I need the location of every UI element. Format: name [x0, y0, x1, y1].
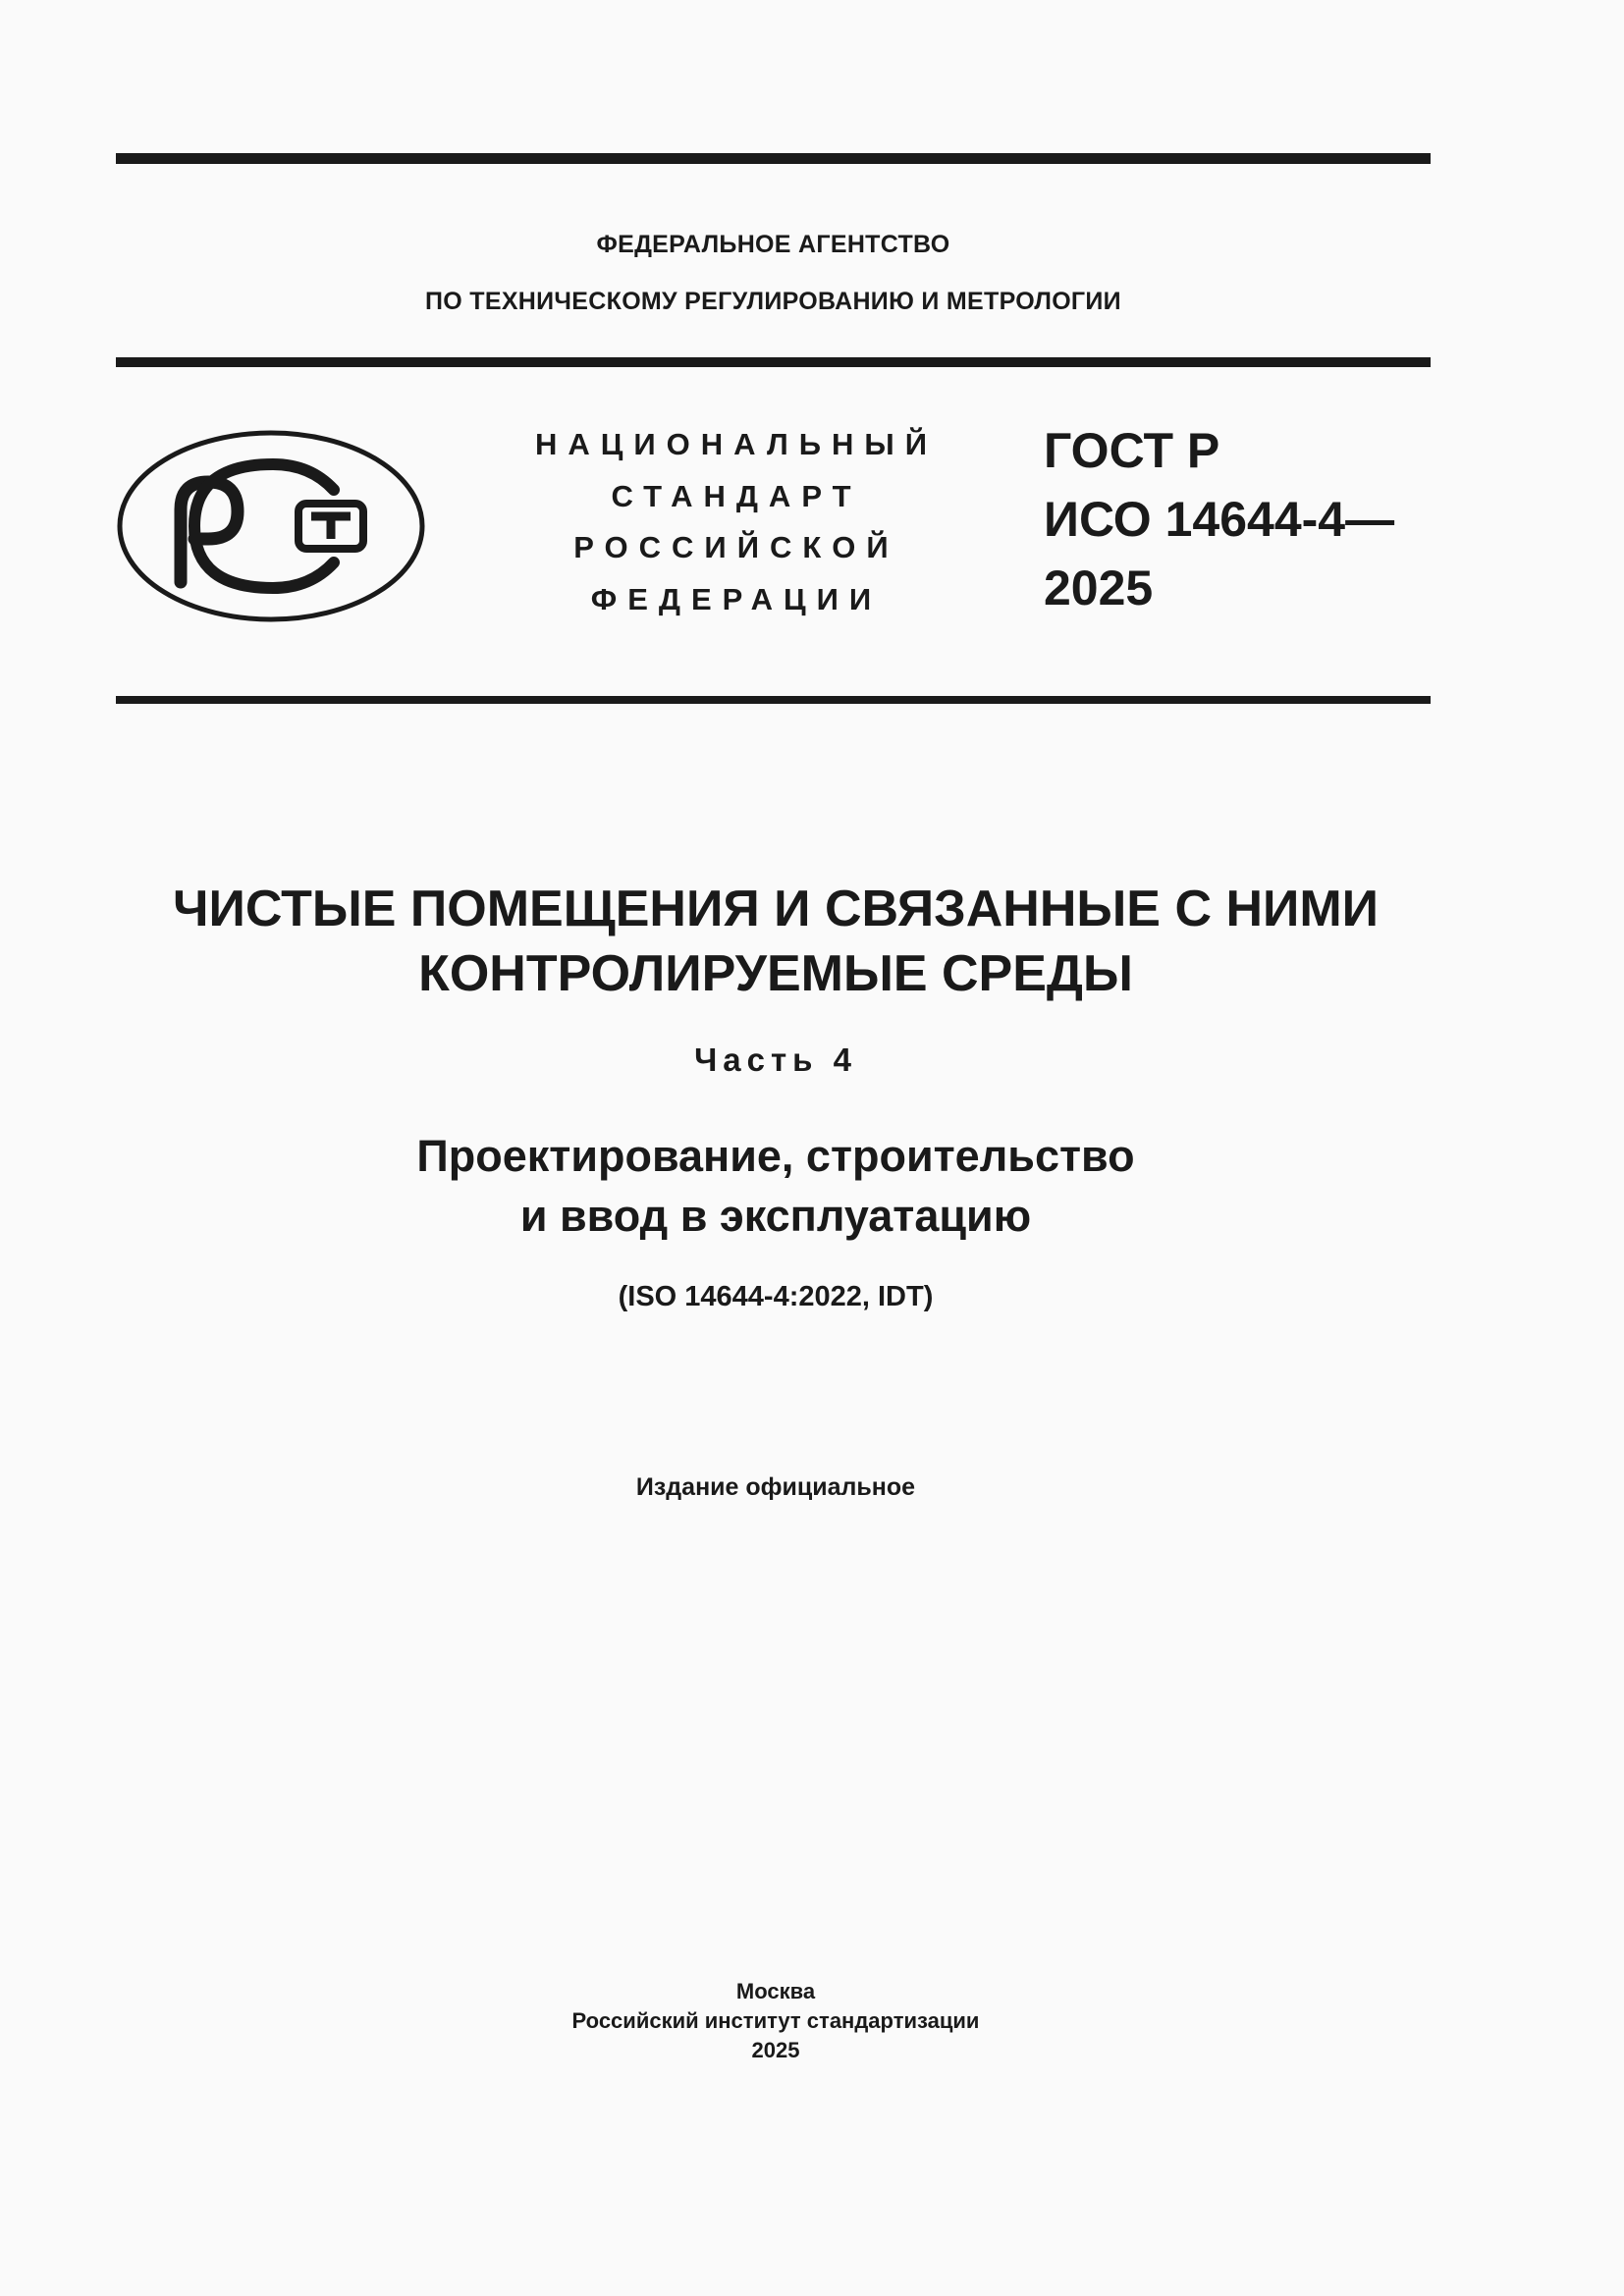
- imprint: [0, 1977, 1551, 2065]
- standard-designation: [1044, 416, 1394, 622]
- subtitle-line-1: Проектирование, строительство: [416, 1131, 1135, 1181]
- bottom-rule: [116, 696, 1431, 704]
- agency-line-2: ПО ТЕХНИЧЕСКОМУ РЕГУЛИРОВАНИЮ И МЕТРОЛОГИИ: [425, 288, 1121, 315]
- top-rule: [116, 153, 1431, 164]
- document-subtitle: [0, 1126, 1551, 1246]
- agency-header: [116, 216, 1431, 330]
- document-title: [0, 877, 1551, 1006]
- gost-r-mark-icon: [116, 429, 426, 623]
- iso-reference: (ISO 14644-4:2022, IDT): [618, 1281, 934, 1312]
- title-line-1: ЧИСТЫЕ ПОМЕЩЕНИЯ И СВЯЗАННЫЕ С НИМИ: [172, 881, 1380, 937]
- middle-rule: [116, 357, 1431, 367]
- imprint-city: Москва: [735, 1979, 816, 2003]
- designation-line-2: ИСО 14644-4—: [1044, 492, 1395, 547]
- part-number: Часть 4: [694, 1041, 857, 1078]
- standard-type-line-1: НАЦИОНАЛЬНЫЙ: [534, 427, 939, 461]
- imprint-year: 2025: [751, 2038, 800, 2062]
- designation-line-3: 2025: [1044, 561, 1154, 615]
- title-line-2: КОНТРОЛИРУЕМЫЕ СРЕДЫ: [418, 945, 1133, 1002]
- standard-type-block: [511, 419, 962, 625]
- subtitle-line-2: и ввод в эксплуатацию: [519, 1191, 1032, 1241]
- standard-type-line-2: СТАНДАРТ: [611, 478, 862, 513]
- standard-type-line-4: ФЕДЕРАЦИИ: [590, 581, 883, 616]
- designation-line-1: ГОСТ Р: [1044, 423, 1220, 478]
- standard-type-line-3: РОССИЙСКОЙ: [573, 530, 899, 564]
- edition-label: Издание официальное: [635, 1473, 916, 1501]
- imprint-publisher: Российский институт стандартизации: [571, 2008, 980, 2033]
- agency-line-1: ФЕДЕРАЛЬНОЕ АГЕНТСТВО: [596, 231, 950, 258]
